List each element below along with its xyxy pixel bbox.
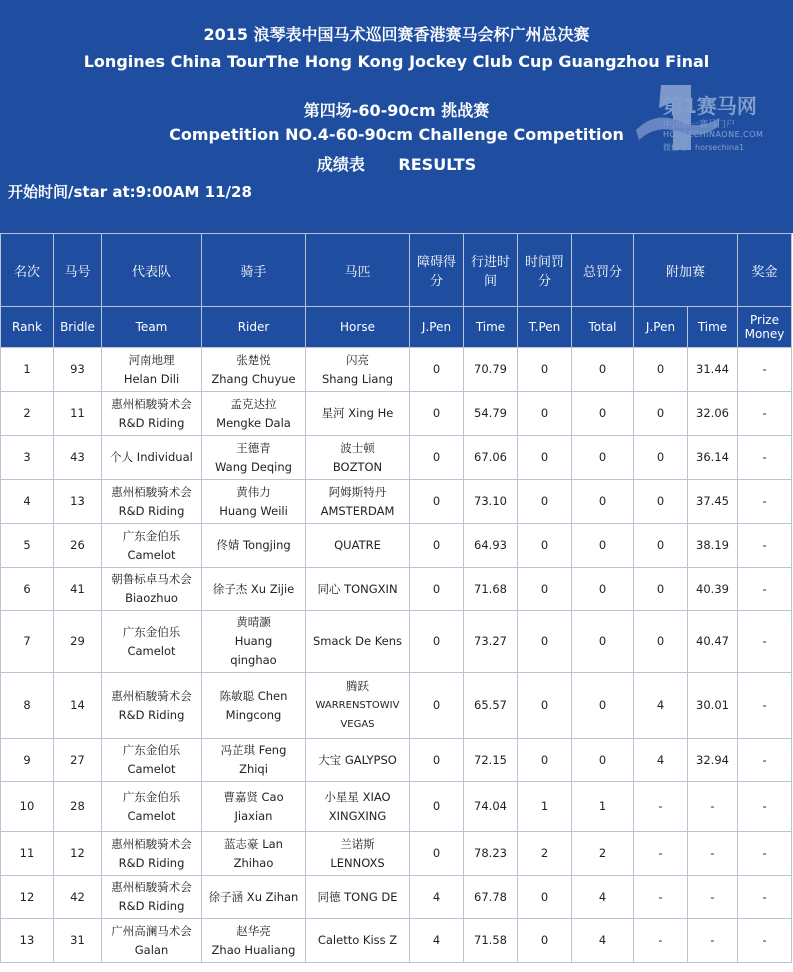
cell-team-line: Helan Dili	[123, 371, 180, 386]
col-bridle-cn: 马号	[54, 234, 102, 307]
cell-time: 73.10	[464, 480, 518, 524]
col-prize-cn: 奖金	[738, 234, 792, 307]
cell-jumpoff-time: -	[688, 876, 738, 919]
cell-jumpoff-jpen: -	[634, 876, 688, 919]
cell-rank: 10	[1, 782, 54, 832]
cell-team	[102, 611, 202, 673]
cell-jumpoff-time: 40.39	[688, 568, 738, 611]
col-rider-en: Rider	[202, 307, 306, 348]
cell-prize: -	[738, 782, 792, 832]
results-table	[0, 233, 792, 963]
cell-total: 4	[572, 876, 634, 919]
col-jumpoff-time-en: Time	[688, 307, 738, 348]
cell-tpen: 0	[518, 436, 572, 480]
cell-horse-line: XINGXING	[328, 808, 387, 823]
cell-jpen: 0	[410, 832, 464, 876]
cell-horse	[306, 392, 410, 436]
cell-jpen: 0	[410, 568, 464, 611]
cell-bridle: 31	[54, 919, 102, 963]
cell-team-line: R&D Riding	[118, 415, 185, 430]
cell-jpen: 4	[410, 876, 464, 919]
col-total-en: Total	[572, 307, 634, 348]
cell-total: 0	[572, 739, 634, 782]
cell-tpen: 0	[518, 348, 572, 392]
cell-time: 65.57	[464, 673, 518, 739]
cell-time: 73.27	[464, 611, 518, 673]
cell-jpen: 0	[410, 739, 464, 782]
cell-time: 71.58	[464, 919, 518, 963]
cell-team	[102, 524, 202, 568]
cell-rider-line: 赵华亮	[236, 923, 271, 938]
cell-rank: 7	[1, 611, 54, 673]
cell-horse	[306, 436, 410, 480]
col-rider-cn: 骑手	[202, 234, 306, 307]
cell-rider	[202, 611, 306, 673]
cell-team-line: Biaozhuo	[125, 591, 178, 605]
cell-jumpoff-jpen: -	[634, 782, 688, 832]
cell-rider-line: Wang Deqing	[215, 459, 292, 474]
table-row	[1, 568, 792, 611]
cell-jumpoff-jpen: -	[634, 919, 688, 963]
cell-prize: -	[738, 832, 792, 876]
cell-tpen: 0	[518, 739, 572, 782]
cell-rider-line: qinghao	[230, 653, 277, 667]
cell-prize: -	[738, 919, 792, 963]
col-horse-en: Horse	[306, 307, 410, 348]
col-prize-en: Prize Money	[738, 307, 792, 348]
cell-jpen: 0	[410, 524, 464, 568]
cell-jumpoff-time: 36.14	[688, 436, 738, 480]
cell-horse	[306, 782, 410, 832]
cell-bridle: 13	[54, 480, 102, 524]
cell-rider-line: 黄晴灏	[236, 615, 271, 629]
cell-rider-line: 曹嘉贤 Cao	[223, 789, 284, 804]
cell-jpen: 0	[410, 611, 464, 673]
col-tpen-en: T.Pen	[518, 307, 572, 348]
cell-horse	[306, 919, 410, 963]
cell-team-line: R&D Riding	[118, 899, 185, 913]
cell-team-line: Camelot	[127, 762, 176, 776]
cell-total: 1	[572, 782, 634, 832]
cell-bridle: 41	[54, 568, 102, 611]
cell-jumpoff-time: 37.45	[688, 480, 738, 524]
cell-time: 64.93	[464, 524, 518, 568]
cell-prize: -	[738, 436, 792, 480]
cell-prize: -	[738, 480, 792, 524]
cell-prize: -	[738, 568, 792, 611]
cell-tpen: 0	[518, 876, 572, 919]
cell-rider-line: Zhao Hualiang	[211, 942, 296, 957]
cell-horse-line: Shang Liang	[321, 371, 394, 386]
cell-horse	[306, 832, 410, 876]
cell-horse-line: 同德 TONG DE	[317, 889, 398, 904]
cell-rider-line: Huang Weili	[219, 503, 288, 518]
cell-rider	[202, 348, 306, 392]
col-bridle-en: Bridle	[54, 307, 102, 348]
cell-horse-line: 大宝 GALYPSO	[318, 752, 397, 767]
cell-rank: 6	[1, 568, 54, 611]
cell-team-line: 广东金伯乐	[122, 624, 181, 639]
cell-horse-line: 星河 Xing He	[321, 406, 394, 420]
cell-rider-line: Mengke Dala	[216, 415, 291, 430]
cell-jpen: 0	[410, 348, 464, 392]
watermark-logo	[568, 80, 783, 155]
col-time-cn: 行进时间	[464, 234, 518, 307]
cell-team-line: 广东金伯乐	[122, 528, 181, 543]
cell-jumpoff-time: 31.44	[688, 348, 738, 392]
cell-rider-line: 徐子杰 Xu Zijie	[212, 581, 295, 596]
cell-rank: 13	[1, 919, 54, 963]
cell-horse-line: AMSTERDAM	[320, 503, 395, 518]
cell-rank: 3	[1, 436, 54, 480]
cell-jumpoff-jpen: 0	[634, 392, 688, 436]
cell-team-line: Camelot	[127, 808, 176, 823]
cell-horse	[306, 739, 410, 782]
cell-total: 0	[572, 524, 634, 568]
cell-prize: -	[738, 673, 792, 739]
cell-rider-line: Zhihao	[233, 855, 274, 870]
col-team-en: Team	[102, 307, 202, 348]
cell-time: 78.23	[464, 832, 518, 876]
cell-bridle: 29	[54, 611, 102, 673]
cell-total: 0	[572, 348, 634, 392]
cell-total: 0	[572, 480, 634, 524]
cell-rider	[202, 480, 306, 524]
cell-rider-line: 陈敏聪 Chen	[219, 688, 288, 703]
table-row	[1, 739, 792, 782]
cell-horse-line: 闪亮	[346, 352, 369, 367]
cell-bridle: 12	[54, 832, 102, 876]
cell-time: 72.15	[464, 739, 518, 782]
col-jpen-en: J.Pen	[410, 307, 464, 348]
cell-team-line: Camelot	[127, 643, 176, 658]
cell-team-line: R&D Riding	[118, 855, 185, 870]
cell-tpen: 2	[518, 832, 572, 876]
cell-team-line: Camelot	[127, 547, 176, 562]
cell-bridle: 93	[54, 348, 102, 392]
cell-rider-line: 孟克达拉	[230, 396, 277, 411]
cell-rider-line: Zhang Chuyue	[211, 371, 296, 386]
cell-horse-line: LENNOXS	[330, 855, 385, 870]
cell-horse	[306, 480, 410, 524]
cell-rider	[202, 436, 306, 480]
table-row	[1, 919, 792, 963]
table-row	[1, 782, 792, 832]
cell-jumpoff-time: -	[688, 832, 738, 876]
cell-time: 71.68	[464, 568, 518, 611]
cell-rider-line: Mingcong	[225, 707, 282, 722]
cell-time: 70.79	[464, 348, 518, 392]
cell-jumpoff-jpen: 0	[634, 524, 688, 568]
cell-bridle: 27	[54, 739, 102, 782]
cell-jumpoff-time: 30.01	[688, 673, 738, 739]
cell-team	[102, 832, 202, 876]
cell-rider-line: 张楚悦	[236, 352, 271, 367]
cell-total: 0	[572, 392, 634, 436]
cell-horse-line: WARRENSTOWIV	[315, 700, 400, 711]
col-tpen-cn: 时间罚分	[518, 234, 572, 307]
cell-horse	[306, 568, 410, 611]
cell-rider-line: Huang	[234, 634, 273, 648]
watermark-brand: 第1赛马网	[663, 94, 757, 118]
cell-rank: 11	[1, 832, 54, 876]
cell-rider-line: 蓝志豪 Lan	[224, 836, 283, 851]
table-row	[1, 348, 792, 392]
cell-jumpoff-time: -	[688, 782, 738, 832]
col-horse-cn: 马匹	[306, 234, 410, 307]
col-rank-en: Rank	[1, 307, 54, 348]
results-header	[0, 0, 793, 233]
cell-tpen: 0	[518, 673, 572, 739]
cell-bridle: 42	[54, 876, 102, 919]
cell-horse	[306, 524, 410, 568]
cell-team-line: 惠州栢駿骑术会	[111, 836, 192, 851]
cell-horse-line: QUATRE	[334, 538, 381, 552]
cell-tpen: 0	[518, 524, 572, 568]
cell-team-line: 惠州栢駿骑术会	[111, 688, 192, 703]
watermark-slogan: 中国第一赛马门户	[663, 120, 736, 130]
cell-tpen: 0	[518, 611, 572, 673]
cell-rank: 8	[1, 673, 54, 739]
cell-team	[102, 919, 202, 963]
cell-team-line: 个人 Individual	[110, 450, 193, 464]
cell-team-line: Galan	[134, 942, 169, 957]
cell-team-line: R&D Riding	[118, 707, 185, 722]
cell-prize: -	[738, 524, 792, 568]
cell-prize: -	[738, 392, 792, 436]
cell-jumpoff-time: 38.19	[688, 524, 738, 568]
competition-cn: 第四场-60-90cm 挑战赛	[303, 101, 490, 120]
cell-jumpoff-time: -	[688, 919, 738, 963]
cell-rider-line: 佟婧 Tongjing	[216, 538, 291, 552]
cell-rank: 2	[1, 392, 54, 436]
cell-time: 74.04	[464, 782, 518, 832]
cell-jpen: 4	[410, 919, 464, 963]
cell-prize: -	[738, 348, 792, 392]
cell-jpen: 0	[410, 782, 464, 832]
col-jumpoff-cn: 附加赛	[634, 234, 738, 307]
table-row	[1, 436, 792, 480]
cell-horse-line: 阿姆斯特丹	[328, 484, 387, 499]
cell-total: 0	[572, 568, 634, 611]
cell-rank: 1	[1, 348, 54, 392]
cell-team-line: 惠州栢駿骑术会	[111, 396, 192, 411]
cell-jumpoff-jpen: 0	[634, 436, 688, 480]
cell-jpen: 0	[410, 436, 464, 480]
cell-horse-line: 腾跃	[346, 679, 369, 693]
col-total-cn: 总罚分	[572, 234, 634, 307]
cell-team	[102, 392, 202, 436]
cell-bridle: 11	[54, 392, 102, 436]
cell-jumpoff-time: 32.94	[688, 739, 738, 782]
results-en: RESULTS	[398, 155, 477, 174]
cell-tpen: 1	[518, 782, 572, 832]
cell-rider	[202, 832, 306, 876]
cell-horse-line: 同心 TONGXIN	[317, 581, 398, 596]
header-row-en	[1, 307, 792, 348]
cell-bridle: 28	[54, 782, 102, 832]
cell-jpen: 0	[410, 392, 464, 436]
cell-jumpoff-jpen: 4	[634, 739, 688, 782]
cell-bridle: 43	[54, 436, 102, 480]
cell-team	[102, 568, 202, 611]
cell-team	[102, 673, 202, 739]
cell-horse	[306, 348, 410, 392]
cell-jumpoff-jpen: 0	[634, 348, 688, 392]
cell-time: 54.79	[464, 392, 518, 436]
cell-rider-line: 徐子涵 Xu Zihan	[208, 889, 299, 904]
cell-team-line: 广东金伯乐	[122, 743, 181, 757]
col-jumpoff-jpen-en: J.Pen	[634, 307, 688, 348]
cell-rider-line: 黄伟力	[236, 484, 271, 499]
cell-prize: -	[738, 739, 792, 782]
header-row-cn	[1, 234, 792, 307]
cell-rider	[202, 568, 306, 611]
cell-horse	[306, 876, 410, 919]
cell-time: 67.78	[464, 876, 518, 919]
cell-tpen: 0	[518, 392, 572, 436]
table-row	[1, 673, 792, 739]
cell-rider	[202, 919, 306, 963]
watermark-wechat: 微信号：horsechina1	[663, 143, 745, 152]
cell-rider-line: 王德青	[236, 440, 271, 455]
table-row	[1, 480, 792, 524]
cell-horse	[306, 611, 410, 673]
cell-jumpoff-time: 32.06	[688, 392, 738, 436]
cell-team-line: 广东金伯乐	[122, 789, 181, 804]
cell-total: 0	[572, 611, 634, 673]
cell-total: 2	[572, 832, 634, 876]
table-row	[1, 524, 792, 568]
results-body	[1, 348, 792, 963]
cell-team	[102, 876, 202, 919]
cell-team-line: 惠州栢駿骑术会	[111, 880, 192, 894]
cell-team-line: 河南地理	[128, 352, 175, 367]
cell-time: 67.06	[464, 436, 518, 480]
cell-jumpoff-jpen: 0	[634, 480, 688, 524]
title-en: Longines China TourThe Hong Kong Jockey Club Cup Guangzhou Final	[83, 52, 710, 71]
cell-rider	[202, 524, 306, 568]
cell-team	[102, 348, 202, 392]
cell-team	[102, 480, 202, 524]
col-jpen-cn: 障碍得分	[410, 234, 464, 307]
col-team-cn: 代表队	[102, 234, 202, 307]
cell-jumpoff-time: 40.47	[688, 611, 738, 673]
cell-horse-line: VEGAS	[340, 719, 375, 730]
cell-jpen: 0	[410, 673, 464, 739]
cell-rider	[202, 392, 306, 436]
results-title	[0, 152, 793, 175]
results-cn: 成绩表	[316, 155, 365, 174]
table-row	[1, 832, 792, 876]
cell-bridle: 14	[54, 673, 102, 739]
cell-tpen: 0	[518, 919, 572, 963]
cell-rider-line: Zhiqi	[239, 762, 268, 776]
cell-horse-line: Caletto Kiss Z	[317, 933, 398, 947]
cell-total: 0	[572, 673, 634, 739]
cell-rank: 12	[1, 876, 54, 919]
cell-team-line: 惠州栢駿骑术会	[111, 484, 192, 499]
cell-rider	[202, 673, 306, 739]
cell-horse-line: Smack De Kens	[312, 634, 403, 648]
cell-rider-line: 冯芷琪 Feng	[220, 743, 287, 757]
cell-team	[102, 782, 202, 832]
cell-jumpoff-jpen: 0	[634, 568, 688, 611]
cell-bridle: 26	[54, 524, 102, 568]
start-time: 开始时间/star at:9:00AM 11/28	[8, 183, 252, 201]
cell-team-line: 广州高澜马术会	[111, 923, 192, 938]
cell-rider	[202, 782, 306, 832]
cell-horse-line: BOZTON	[332, 459, 383, 474]
col-time-en: Time	[464, 307, 518, 348]
cell-horse-line: 兰诺斯	[340, 836, 375, 851]
table-row	[1, 392, 792, 436]
cell-rank: 5	[1, 524, 54, 568]
cell-prize: -	[738, 876, 792, 919]
competition-en: Competition NO.4-60-90cm Challenge Competition	[169, 125, 624, 144]
cell-team-line: R&D Riding	[118, 503, 185, 518]
cell-rider	[202, 739, 306, 782]
cell-prize: -	[738, 611, 792, 673]
cell-jumpoff-jpen: 4	[634, 673, 688, 739]
cell-total: 0	[572, 436, 634, 480]
cell-rank: 4	[1, 480, 54, 524]
cell-tpen: 0	[518, 480, 572, 524]
cell-rank: 9	[1, 739, 54, 782]
cell-tpen: 0	[518, 568, 572, 611]
table-row	[1, 611, 792, 673]
cell-horse	[306, 673, 410, 739]
watermark-site: HORSECHINAONE.COM	[663, 130, 764, 139]
cell-team	[102, 436, 202, 480]
cell-jumpoff-jpen: -	[634, 832, 688, 876]
cell-team	[102, 739, 202, 782]
cell-jumpoff-jpen: 0	[634, 611, 688, 673]
table-row	[1, 876, 792, 919]
cell-horse-line: 波士顿	[340, 440, 375, 455]
cell-rider	[202, 876, 306, 919]
col-rank-cn: 名次	[1, 234, 54, 307]
cell-horse-line: 小星星 XIAO	[324, 789, 391, 804]
cell-jpen: 0	[410, 480, 464, 524]
cell-team-line: 朝鲁标卓马术会	[111, 572, 192, 586]
title-cn: 2015 浪琴表中国马术巡回赛香港赛马会杯广州总决赛	[203, 25, 590, 44]
cell-rider-line: Jiaxian	[234, 808, 273, 823]
cell-total: 4	[572, 919, 634, 963]
